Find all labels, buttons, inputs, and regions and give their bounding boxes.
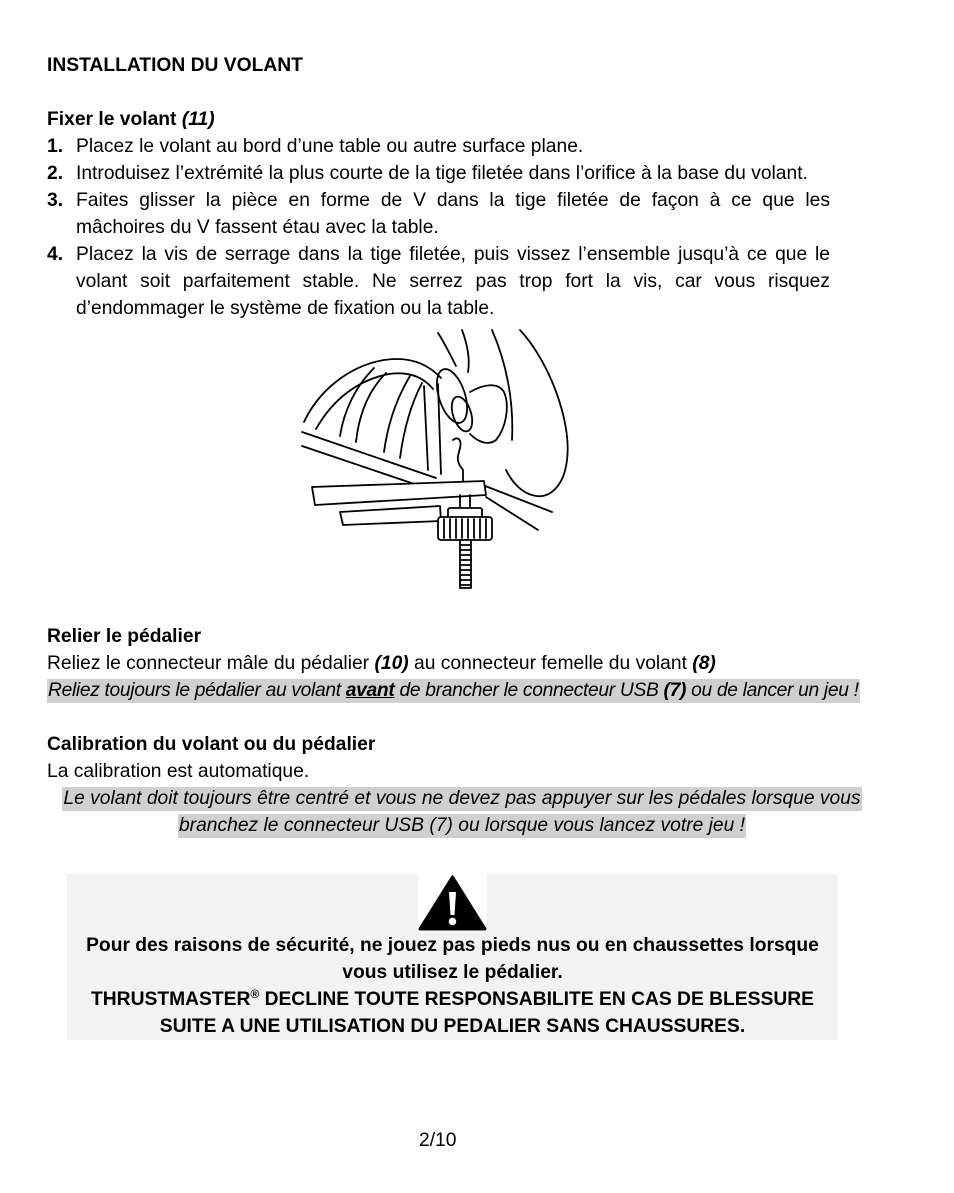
pedal-highlight-note — [47, 677, 860, 704]
safety-line: Pour des raisons de sécurité, ne jouez pas pieds nus ou en chaussettes lorsque — [86, 934, 819, 956]
pedal-text-mid: au connecteur femelle du volant — [414, 652, 687, 674]
step-text: mâchoires du V fassent étau avec la table. — [76, 216, 439, 238]
warning-triangle-icon — [418, 874, 487, 932]
wheel-base-drawing — [304, 330, 568, 496]
step-body — [76, 133, 830, 160]
brand-name: THRUSTMASTER — [91, 988, 251, 1010]
calibration-highlight-note — [47, 785, 877, 839]
step-number: 4. — [47, 243, 64, 265]
list-item — [47, 133, 830, 160]
warning-text — [67, 932, 838, 1040]
list-item — [47, 160, 830, 187]
pedal-text-start: Reliez le connecteur mâle du pédalier — [47, 652, 370, 674]
safety-line: vous utilisez le pédalier. — [342, 961, 563, 983]
fix-wheel-title: Fixer le volant — [47, 108, 177, 130]
disclaimer-line: SUITE A UNE UTILISATION DU PEDALIER SANS CHAUSSURES. — [159, 1015, 746, 1037]
threaded-rod — [460, 540, 471, 588]
pedal-subheading: Relier le pédalier — [47, 625, 202, 647]
step-text: Placez le volant au bord d’une table ou autre surface plane. — [76, 135, 584, 157]
fix-wheel-subheading — [47, 106, 215, 133]
wheel-connector-ref: (8) — [692, 652, 716, 674]
knurled-nut — [438, 508, 492, 540]
note-emphasis: avant — [345, 679, 395, 701]
calibration-subheading: Calibration du volant ou du pédalier — [47, 733, 376, 755]
highlight-band — [47, 679, 860, 703]
step-text: Placez la vis de serrage dans la tige filetée, puis vissez l’ensemble jusqu’à ce que le — [76, 243, 830, 265]
step-body — [76, 187, 830, 241]
note-mid: de brancher le connecteur USB — [399, 679, 659, 701]
clamp-hook — [453, 438, 463, 482]
note-start: Reliez toujours le pédalier au volant — [48, 679, 341, 701]
disclaimer-line — [67, 986, 838, 1013]
calibration-text: La calibration est automatique. — [47, 760, 310, 782]
pedal-instruction — [47, 650, 716, 677]
pedal-connector-ref: (10) — [374, 652, 409, 674]
page-number: 2/10 — [419, 1129, 457, 1151]
step-number: 2. — [47, 162, 64, 184]
safety-warning-box — [67, 874, 838, 1040]
step-text: Introduisez l’extrémité la plus courte de la tige filetée dans l’orifice à la base du volant. — [76, 162, 808, 184]
step-body — [76, 241, 830, 322]
usb-connector-ref: (7) — [663, 679, 687, 701]
step-body — [76, 160, 830, 187]
disclaimer-text: DECLINE TOUTE RESPONSABILITE EN CAS DE BLESSURE — [264, 988, 814, 1010]
step-text: Faites glisser la pièce en forme de V dans la tige filetée de façon à ce que les — [76, 189, 830, 211]
section-heading: INSTALLATION DU VOLANT — [47, 54, 303, 76]
step-number: 1. — [47, 135, 64, 157]
step-number: 3. — [47, 189, 64, 211]
note-end: ou de lancer un jeu ! — [691, 679, 859, 701]
step-text: d’endommager le système de fixation ou la table. — [76, 297, 495, 319]
step-text: volant soit parfaitement stable. Ne serrez pas trop fort la vis, car vous risquez — [76, 270, 830, 292]
list-item — [47, 187, 830, 241]
registered-mark: ® — [250, 986, 260, 1001]
wheel-clamp-illustration — [298, 326, 574, 594]
highlight-line: Le volant doit toujours être centré et vous ne devez pas appuyer sur les pédales lorsque vous — [63, 787, 861, 809]
fix-steps-list — [47, 133, 830, 322]
list-item — [47, 241, 830, 322]
highlight-line: branchez le connecteur USB (7) ou lorsque vous lancez votre jeu ! — [178, 814, 746, 836]
fix-wheel-ref: (11) — [181, 108, 215, 130]
